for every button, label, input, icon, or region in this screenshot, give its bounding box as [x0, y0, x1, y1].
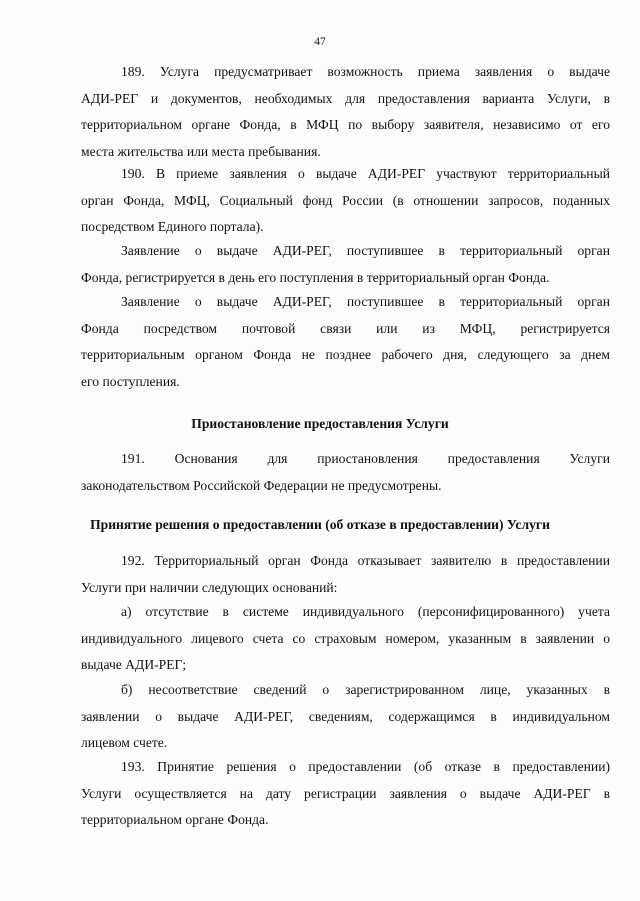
text-line: его поступления. [81, 373, 180, 389]
section-heading-decision: Принятие решения о предоставлении (об отказе в предоставлении) Услуги [90, 517, 550, 532]
text-line: законодательством Российской Федерации не предусмотрены. [81, 477, 442, 493]
text-line: а) отсутствие в системе индивидуального (персонифицированного) учета [121, 604, 610, 619]
text-line: индивидуального лицевого счета со страховым номером, указанным в заявлении о [81, 630, 610, 646]
text-line: Фонда, регистрируется в день его поступления в территориальный орган Фонда. [81, 269, 550, 285]
text-line: Фонда посредством почтовой связи или из МФЦ, регистрируется [81, 320, 610, 336]
page-number: 47 [314, 36, 326, 48]
paragraph-189 [81, 59, 610, 165]
text-line: 193. Принятие решения о предоставлении (об отказе в предоставлении) [121, 759, 610, 774]
paragraph-193 [81, 754, 610, 834]
text-line: АДИ-РЕГ и документов, необходимых для предоставления варианта Услуги, в [81, 90, 610, 106]
paragraph-191 [81, 446, 610, 499]
text-line: 191. Основания для приостановления предоставления Услуги [121, 451, 610, 466]
text-line: Заявление о выдаче АДИ-РЕГ, поступившее в территориальный орган [121, 243, 610, 258]
paragraph-192-b [81, 677, 610, 757]
text-line: Услуги осуществляется на дату регистрации заявления о выдаче АДИ-РЕГ в [81, 785, 610, 801]
text-line: территориальном органе Фонда, в МФЦ по выбору заявителя, независимо от его [81, 117, 610, 132]
text-line: лицевом счете. [81, 735, 168, 750]
text-line: заявлении о выдаче АДИ-РЕГ, сведениям, содержащимся в индивидуальном [81, 708, 610, 724]
text-line: территориальным органом Фонда не позднее рабочего дня, следующего за днем [81, 347, 610, 362]
text-line: территориальном органе Фонда. [81, 812, 269, 827]
paragraph-190-mail [81, 289, 610, 395]
paragraph-192-a [81, 599, 610, 679]
text-line: места жительства или места пребывания. [81, 143, 321, 159]
paragraph-190 [81, 161, 610, 241]
text-line: 190. В приеме заявления о выдаче АДИ-РЕГ участвуют территориальный [121, 166, 610, 181]
text-line: посредством Единого портала). [81, 219, 264, 234]
section-heading-suspension: Приостановление предоставления Услуги [191, 416, 449, 431]
text-line: выдаче АДИ-РЕГ; [81, 657, 187, 672]
text-line: б) несоответствие сведений о зарегистрированном лице, указанных в [121, 682, 610, 697]
text-line: 192. Территориальный орган Фонда отказывает заявителю в предоставлении [121, 553, 610, 568]
text-line: Услуги при наличии следующих оснований: [81, 579, 338, 595]
paragraph-190-registration [81, 238, 610, 291]
text-line: Заявление о выдаче АДИ-РЕГ, поступившее в территориальный орган [121, 294, 610, 309]
text-line: 189. Услуга предусматривает возможность приема заявления о выдаче [121, 64, 610, 79]
paragraph-192 [81, 548, 610, 601]
text-line: орган Фонда, МФЦ, Социальный фонд России (в отношении запросов, поданных [81, 192, 610, 208]
